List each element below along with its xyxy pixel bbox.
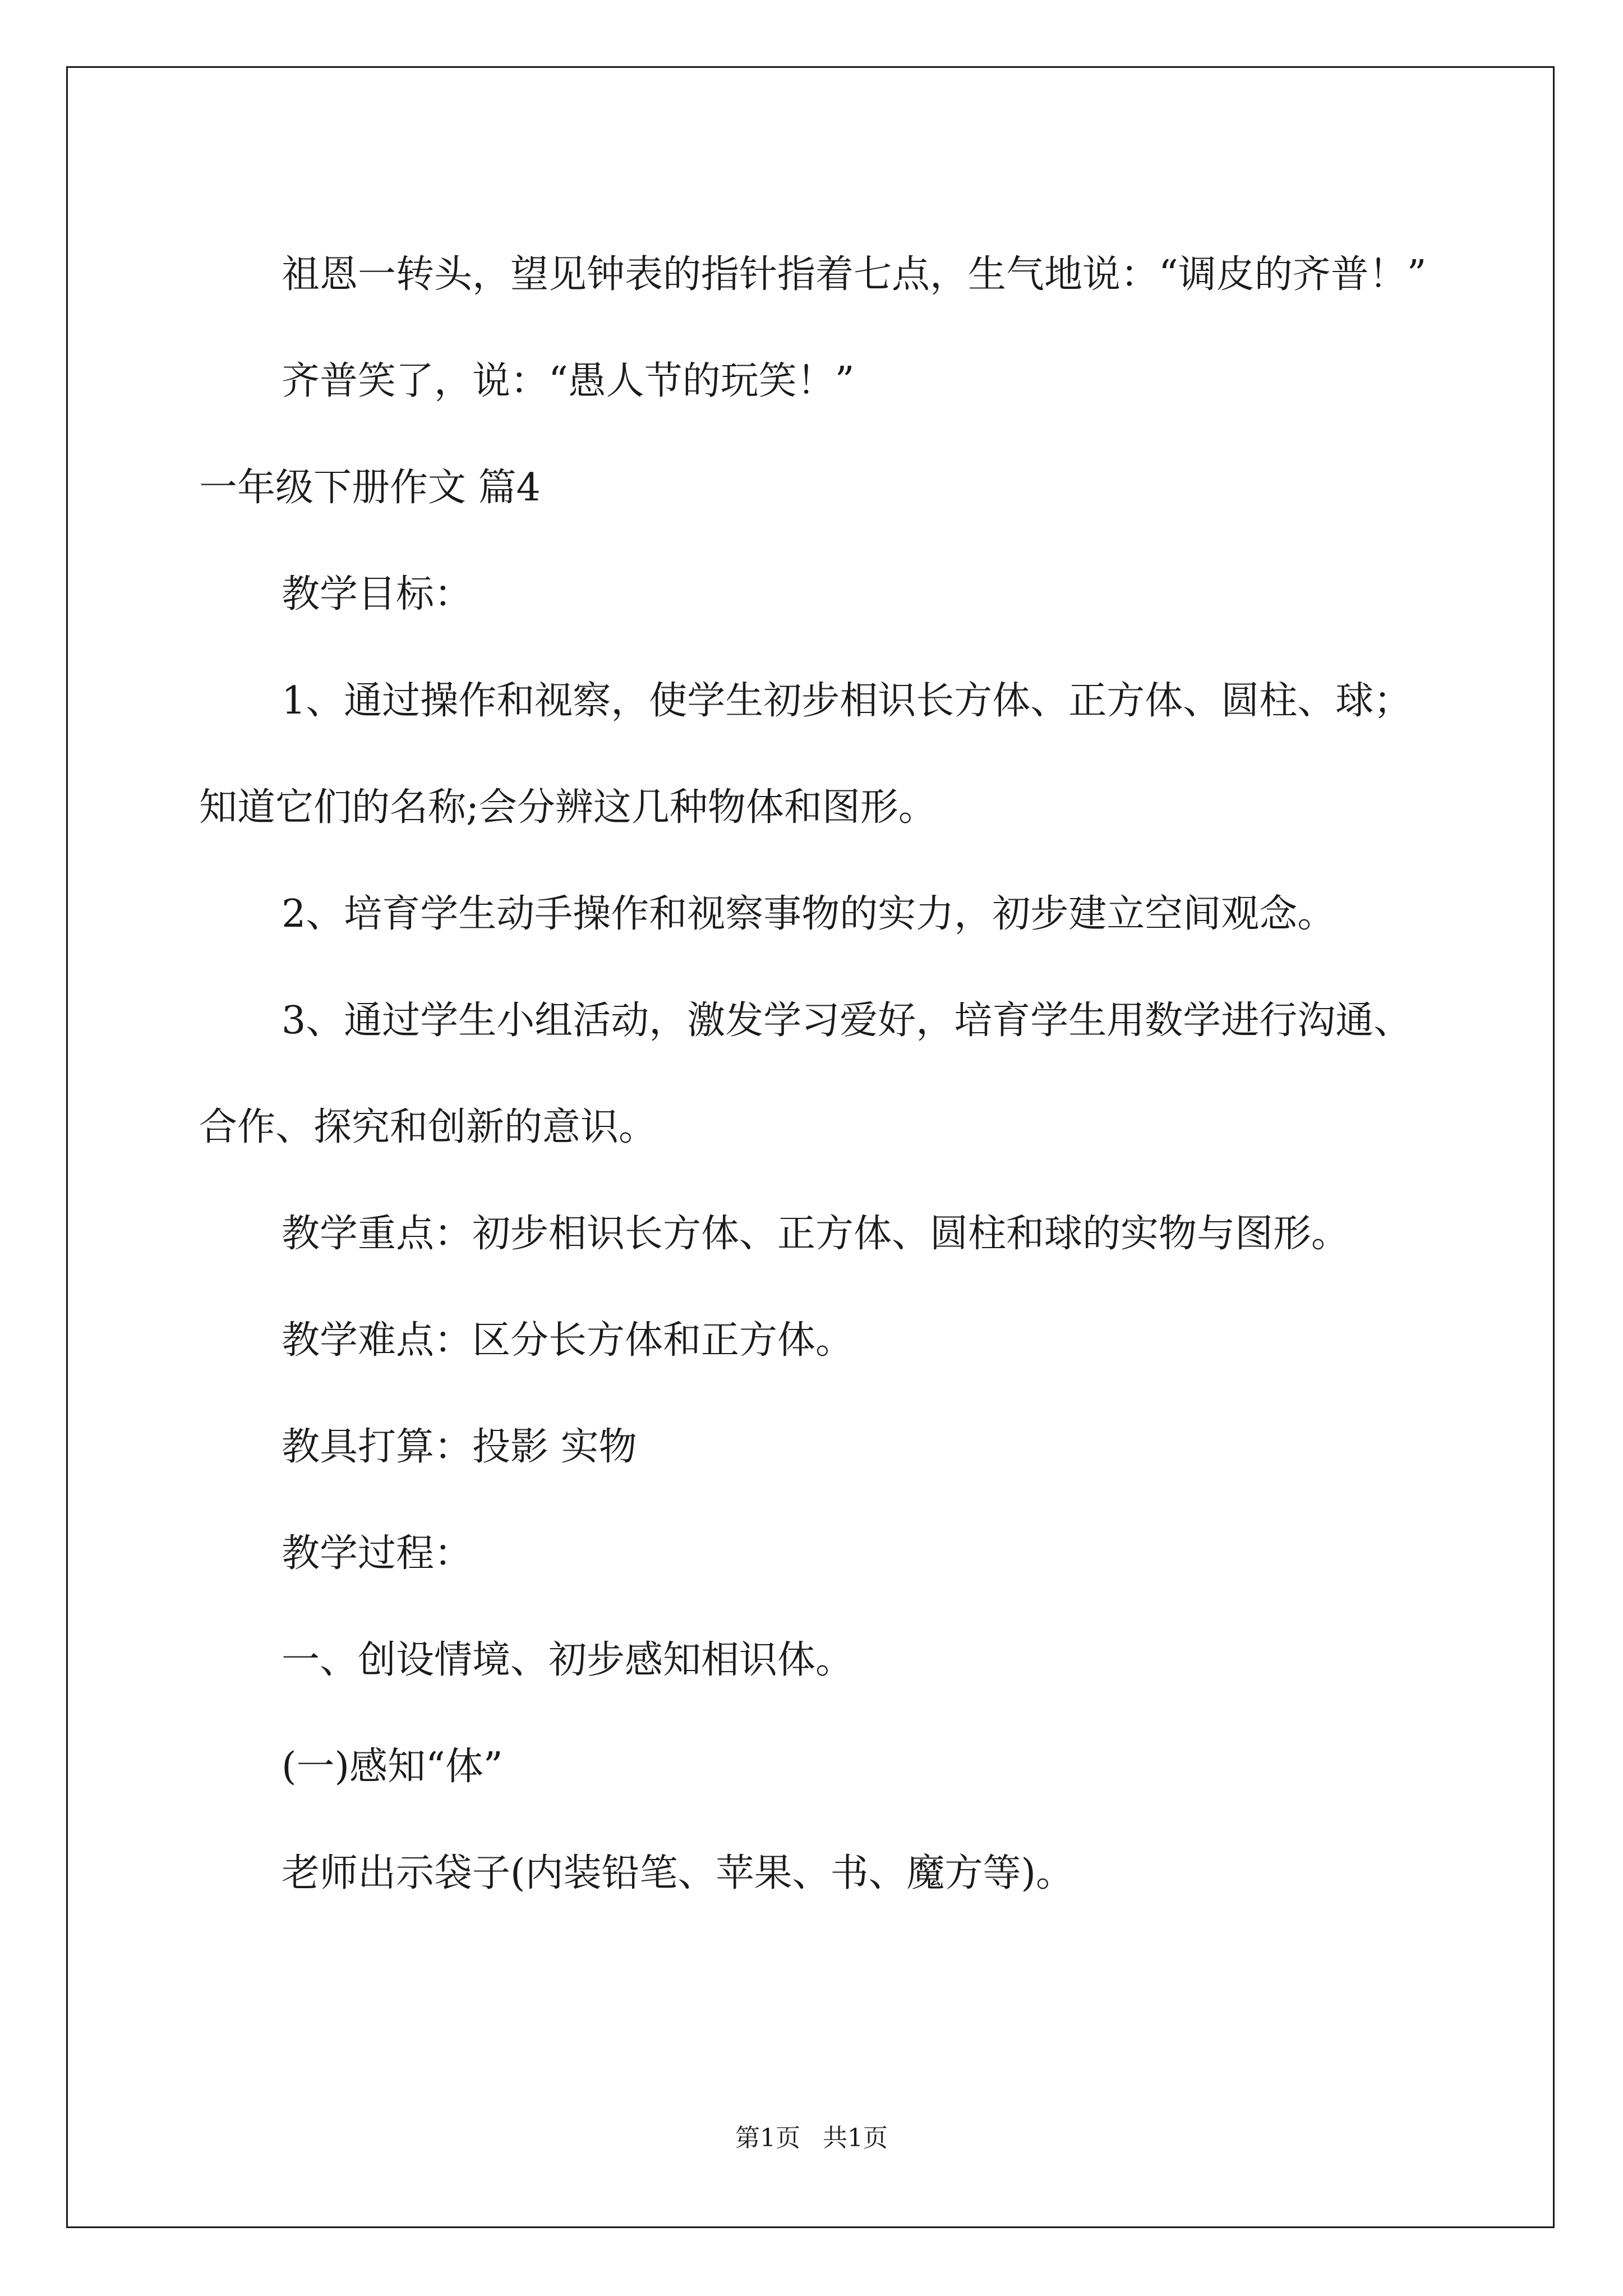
page-footer (0, 2122, 1623, 2155)
paragraph: 教学目标： (282, 572, 473, 616)
paragraph: 3、通过学生小组活动，激发学习爱好，培育学生用数学进行沟通、合作、探究和创新的意识。 (199, 999, 1412, 1149)
paragraph: 老师出示袋子(内装铅笔、苹果、书、魔方等)。 (282, 1851, 1075, 1895)
paragraph: 教具打算：投影 实物 (282, 1425, 637, 1469)
page-number-total: 共1页 (823, 2124, 888, 2152)
paragraph: 一、创设情境、初步感知相识体。 (282, 1638, 854, 1682)
page-number-current: 第1页 (735, 2124, 800, 2152)
paragraph: 齐普笑了，说：“愚人节的玩笑！” (282, 359, 855, 403)
paragraph: (一)感知“体” (282, 1745, 503, 1789)
paragraph: 教学重点：初步相识长方体、正方体、圆柱和球的实物与图形。 (282, 1212, 1350, 1256)
paragraph: 教学过程： (282, 1531, 473, 1576)
paragraph: 1、通过操作和视察，使学生初步相识长方体、正方体、圆柱、球；知道它们的名称;会分辨这几种物体和图形。 (199, 679, 1412, 830)
section-heading: 一年级下册作文 篇4 (199, 466, 541, 510)
paragraph: 教学难点：区分长方体和正方体。 (282, 1318, 854, 1363)
paragraph: 祖恩一转头，望见钟表的指针指着七点，生气地说：“调皮的齐普！” (282, 252, 1427, 297)
document-body (199, 222, 1440, 1927)
paragraph: 2、培育学生动手操作和视察事物的实力，初步建立空间观念。 (282, 892, 1336, 936)
